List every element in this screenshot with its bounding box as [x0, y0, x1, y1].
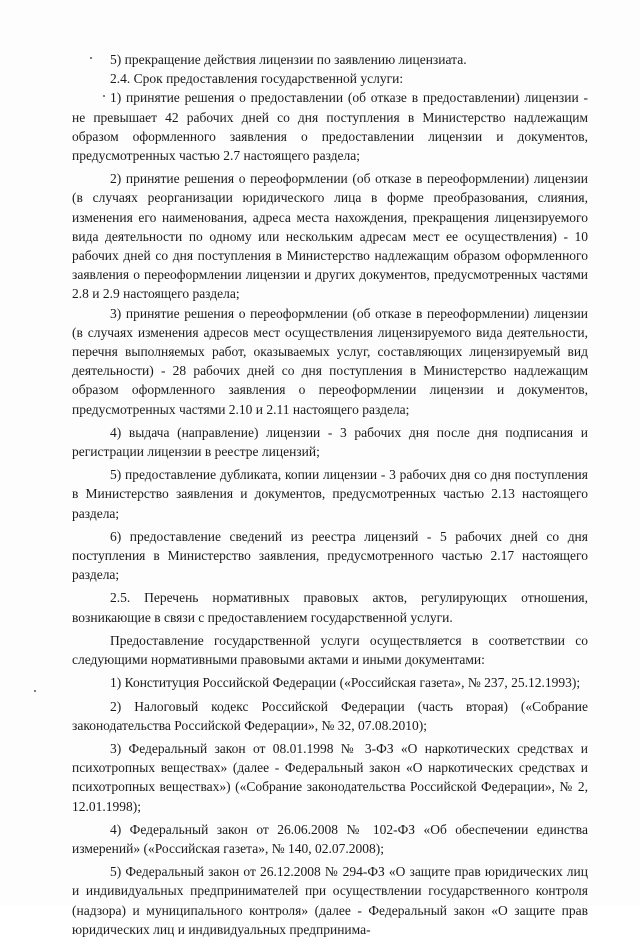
paragraph: 4) Федеральный закон от 26.06.2008 № 102-ФЗ «Об обеспечении единства измерений» («Российская газета», № 140, 02.07.2008);: [72, 821, 588, 856]
paragraph: 1) Конституция Российской Федерации («Российская газета», № 237, 25.12.1993);: [110, 675, 581, 691]
paragraph: 4) выдача (направление) лицензии - 3 рабочих дня после дня подписания и регистрации лицензии в реестре лицензий;: [72, 424, 588, 460]
paragraph: 2) Налоговый кодекс Российской Федерации (часть вторая) («Собрание законодательства Российской Федерации», № 32, 07.08.2010);: [72, 698, 588, 733]
paragraph: 3) принятие решения о переоформлении (об отказе в переоформлении) лицензии (в случаях изменения адресов мест осуществления лицензируемого вида деятельности, перечня выполняемых работ, оказываемых услуг, составляющих лицензируемый вид деятельности) - 28 рабочих дней со дня поступления в Министерство надлежащим образом оформленного заявления о переоформлении лицензии и документов, предусмотренных частями 2.10 и 2.11 настоящего раздела;: [72, 305, 588, 417]
paragraph: 2.5. Перечень нормативных правовых актов, регулирующих отношения, возникающие в связи с предоставлением государственной услуги.: [72, 590, 588, 625]
paragraph: 5) Федеральный закон от 26.12.2008 № 294-ФЗ «О защите прав юридических лиц и индивидуальных предпринимателей при осуществлении государственного контроля (надзора) и муниципального контроля» (далее - Федеральный закон «О защите прав юридических лиц и индивидуальных предпринима-: [72, 864, 588, 937]
paragraph: 2) принятие решения о переоформлении (об отказе в переоформлении) лицензии (в случаях реорганизации юридического лица в форме преобразования, слияния, изменения его наименования, адреса места нахождения, прекращения лицензируемого вида деятельности по одному или нескольким адресам мест ее осуществления) - 10 рабочих дней со дня поступления в Министерство надлежащим образом оформленного заявления о переоформлении лицензии и других документов, предусмотренных частями 2.8 и 2.9 настоящего раздела;: [72, 171, 588, 302]
document-body: [72, 50, 588, 939]
paragraph: 5) предоставление дубликата, копии лицензии - 3 рабочих дня со дня поступления в Министерство заявления и документов, предусмотренных частью 2.13 настоящего раздела;: [72, 467, 588, 521]
scan-speck: [34, 690, 36, 692]
paragraph: 5) прекращение действия лицензии по заявлению лицензиата.: [110, 52, 467, 67]
paragraph: 2.4. Срок предоставления государственной услуги:: [110, 71, 404, 87]
paragraph: 3) Федеральный закон от 08.01.1998 № 3-ФЗ «О наркотических средствах и психотропных веществах» (далее - Федеральный закон «О наркотических средствах и психотропных веществах») («Собрание законодательства Российской Федерации», № 2, 12.01.1998);: [72, 740, 588, 814]
paragraph: 1) принятие решения о предоставлении (об отказе в предоставлении) лицензии - не превышает 42 рабочих дней со дня поступления в Министерство надлежащим образом оформленного заявления о предоставлении лицензии и документов, предусмотренных частью 2.7 настоящего раздела;: [72, 90, 588, 164]
paragraph: Предоставление государственной услуги осуществляется в соответствии со следующими нормативными правовыми актами и иными документами:: [72, 632, 588, 668]
paragraph: 6) предоставление сведений из реестра лицензий - 5 рабочих дней со дня поступления в Министерство заявления, предусмотренного частью 2.17 настоящего раздела;: [72, 528, 588, 583]
